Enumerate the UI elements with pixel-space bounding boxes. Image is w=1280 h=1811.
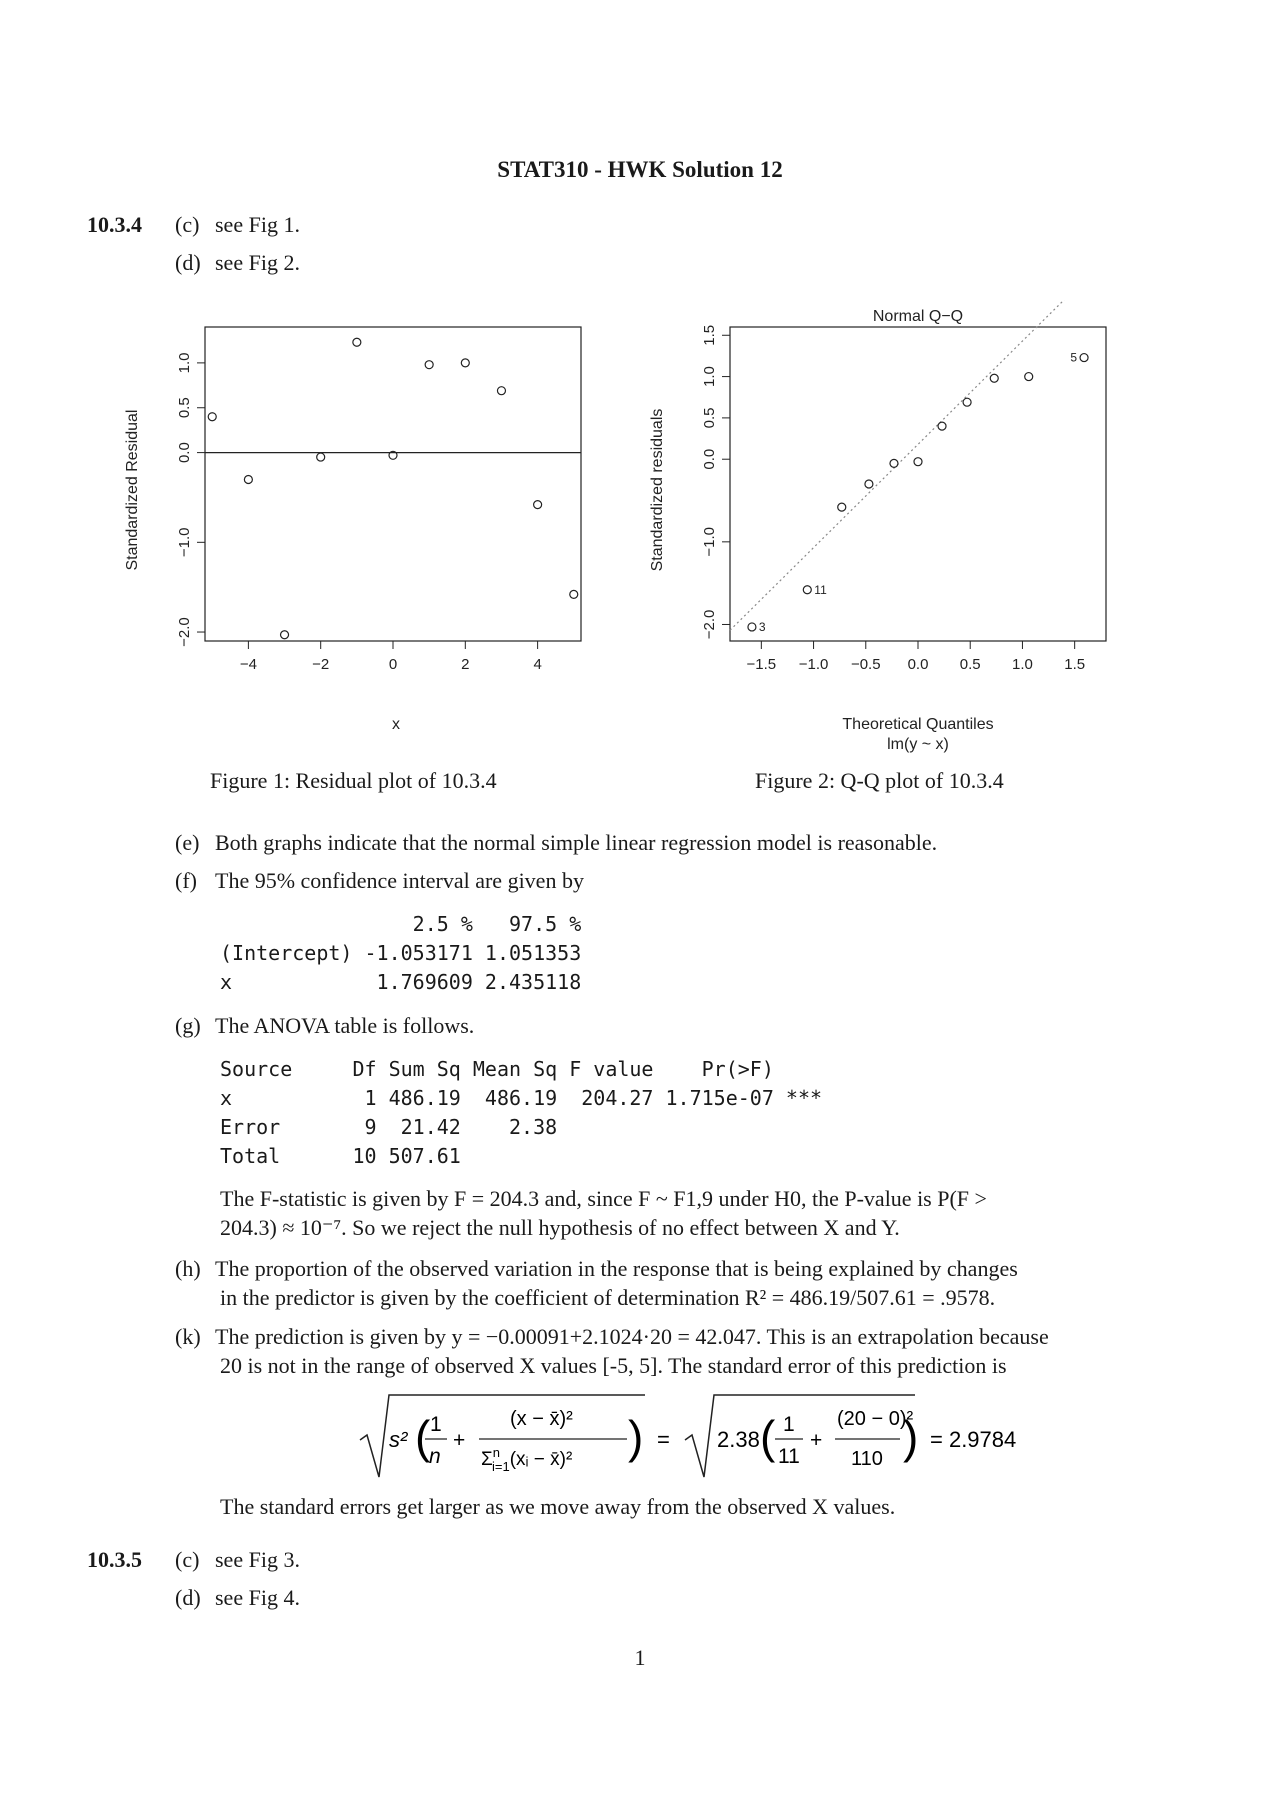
item-text: see Fig 1. xyxy=(215,212,300,237)
data-point xyxy=(803,586,811,594)
item-d-10-3-5 xyxy=(175,1585,300,1611)
ci-row: x 1.769609 2.435118 xyxy=(220,970,582,994)
fig2-xlabel: Theoretical Quantiles xyxy=(842,716,994,733)
item-label: (c) xyxy=(175,1547,200,1572)
x-tick-label: 0 xyxy=(388,656,398,673)
x-tick-label: 0.5 xyxy=(959,656,981,673)
data-point xyxy=(938,422,946,430)
sum-xi: $\Sigma^n$ i=1(xᵢ − x̄)² xyxy=(481,1445,573,1474)
item-label: (e) xyxy=(175,830,200,855)
item-e xyxy=(175,830,937,856)
x-tick-label: −0.5 xyxy=(850,656,881,673)
x-tick-label: 0.0 xyxy=(907,656,929,673)
plus: + xyxy=(810,1429,823,1452)
item-g xyxy=(175,1013,474,1039)
item-text-cont: 20 is not in the range of observed X values [-5, 5]. The standard error of this prediction is xyxy=(220,1353,1007,1378)
data-point xyxy=(461,359,469,367)
s2-value: 2.38 xyxy=(717,1427,760,1452)
anova-table xyxy=(220,1055,822,1171)
plot-frame xyxy=(730,327,1106,641)
data-point xyxy=(570,590,578,598)
data-point xyxy=(425,361,433,369)
x-tick-label: −4 xyxy=(239,656,257,673)
anova-header: Source Df Sum Sq Mean Sq F value Pr(>F) xyxy=(220,1057,774,1081)
item-text: The prediction is given by y = −0.00091+2.1024·20 = 42.047. This is an extrapolation because xyxy=(215,1324,1049,1349)
item-text-cont: in the predictor is given by the coefficient of determination R² = 486.19/507.61 = .9578. xyxy=(220,1285,996,1310)
figure-2-caption: Figure 2: Q-Q plot of 10.3.4 xyxy=(755,768,1004,793)
item-text: The proportion of the observed variation in the response that is being explained by changes xyxy=(215,1256,1018,1281)
paren-right: ) xyxy=(903,1411,919,1463)
closing-note: The standard errors get larger as we move away from the observed X values. xyxy=(220,1494,896,1519)
ci-row: (Intercept) -1.053171 1.051353 xyxy=(220,941,582,965)
paren-right: ) xyxy=(628,1411,644,1463)
y-tick-label: −2.0 xyxy=(701,609,718,640)
y-tick-label: 1.5 xyxy=(701,324,718,346)
item-c-10-3-5 xyxy=(175,1547,300,1573)
fig2-subtitle: lm(y ~ x) xyxy=(887,736,949,753)
fig1-xlabel: x xyxy=(392,716,400,733)
fig2-title: Normal Q−Q xyxy=(872,308,964,325)
y-tick-label: −1.0 xyxy=(701,527,718,557)
y-tick-label: 0.5 xyxy=(176,397,193,419)
x-tick-label: 4 xyxy=(533,656,542,673)
conclusion-line: The F-statistic is given by F = 204.3 and, since F ~ F1,9 under H0, the P-value is P(F > xyxy=(220,1186,987,1211)
fig2-marks xyxy=(701,300,1106,673)
data-point xyxy=(963,398,971,406)
x-tick-label: 1.0 xyxy=(1012,656,1033,673)
item-text: Both graphs indicate that the normal simple linear regression model is reasonable. xyxy=(215,830,938,855)
data-point xyxy=(1080,354,1088,362)
item-f xyxy=(175,868,584,894)
point-label: 11 xyxy=(814,582,827,597)
x-tick-label: −2 xyxy=(312,656,330,673)
one: 1 xyxy=(430,1413,442,1436)
n-value: 11 xyxy=(778,1445,800,1468)
y-tick-label: −1.0 xyxy=(176,527,193,558)
item-label: (d) xyxy=(175,250,201,275)
anova-row: x 1 486.19 486.19 204.27 1.715e-07 *** xyxy=(220,1086,823,1110)
y-tick-label: 0.0 xyxy=(701,448,718,470)
data-point xyxy=(281,631,289,639)
item-text: see Fig 4. xyxy=(215,1585,300,1610)
x-tick-label: −1.5 xyxy=(746,656,777,673)
item-label: (h) xyxy=(175,1256,201,1281)
data-point xyxy=(748,623,756,631)
n-symbol: n xyxy=(429,1445,441,1468)
item-text: see Fig 2. xyxy=(215,250,300,275)
page-number: 1 xyxy=(634,1645,646,1670)
data-point xyxy=(534,501,542,509)
paren-left: ( xyxy=(415,1411,431,1463)
ci-header: 2.5 % 97.5 % xyxy=(220,912,582,936)
y-tick-label: 1.0 xyxy=(176,352,193,374)
s-squared: s² xyxy=(389,1427,408,1452)
data-point xyxy=(1025,373,1033,381)
item-label: (c) xyxy=(175,212,200,237)
data-point xyxy=(914,458,922,466)
conclusion-line: 204.3) ≈ 10⁻⁷. So we reject the null hypothesis of no effect between X and Y. xyxy=(220,1215,900,1240)
problem-number-10-3-4: 10.3.4 xyxy=(87,212,142,237)
page-title: STAT310 - HWK Solution 12 xyxy=(497,157,783,182)
fig2-ylabel: Standardized residuals xyxy=(649,408,666,572)
fig1-ylabel: Standardized Residual xyxy=(124,409,141,571)
y-tick-label: −2.0 xyxy=(176,617,193,647)
point-label: 5 xyxy=(1070,350,1078,365)
y-tick-label: 0.0 xyxy=(176,442,193,464)
paren-left: ( xyxy=(760,1411,776,1463)
anova-row: Error 9 21.42 2.38 xyxy=(220,1115,558,1139)
item-d-10-3-4 xyxy=(175,250,300,276)
x-tick-label: 1.5 xyxy=(1064,656,1086,673)
y-tick-label: 0.5 xyxy=(701,407,718,429)
item-text: The 95% confidence interval are given by xyxy=(215,868,584,893)
data-point xyxy=(317,453,325,461)
item-label: (g) xyxy=(175,1013,201,1038)
data-point xyxy=(208,413,216,421)
figure-2-qq-plot xyxy=(640,300,1130,770)
figure-1-caption: Figure 1: Residual plot of 10.3.4 xyxy=(210,768,497,793)
equals: = xyxy=(657,1427,670,1452)
data-point xyxy=(838,503,846,511)
data-point xyxy=(497,387,505,395)
standard-error-formula xyxy=(355,1385,1075,1485)
problem-number-10-3-5: 10.3.5 xyxy=(87,1547,142,1572)
item-label: (d) xyxy=(175,1585,201,1610)
plus: + xyxy=(453,1429,466,1452)
item-text: The ANOVA table is follows. xyxy=(215,1013,475,1038)
item-label: (f) xyxy=(175,868,197,893)
item-c-10-3-4 xyxy=(175,212,300,238)
data-point xyxy=(353,338,361,346)
y-tick-label: 1.0 xyxy=(701,366,718,388)
figure-1-residual-plot xyxy=(115,300,615,740)
numerator-value: (20 − 0)² xyxy=(837,1408,914,1430)
item-text: see Fig 3. xyxy=(215,1547,300,1572)
anova-row: Total 10 507.61 xyxy=(220,1144,461,1168)
x-tick-label: −1.0 xyxy=(798,656,829,673)
point-label: 3 xyxy=(758,619,766,634)
anova-conclusion xyxy=(220,1184,1170,1242)
x-tick-label: 2 xyxy=(461,656,470,673)
data-point xyxy=(244,476,252,484)
one: 1 xyxy=(783,1413,795,1436)
sxx-value: 110 xyxy=(851,1448,883,1470)
x-minus-xbar-sq: (x − x̄)² xyxy=(510,1408,573,1430)
item-k xyxy=(175,1322,1175,1380)
data-point xyxy=(990,374,998,382)
data-point xyxy=(890,459,898,467)
ci-table xyxy=(220,910,581,997)
data-point xyxy=(865,480,873,488)
plot-frame xyxy=(205,327,581,641)
fig1-marks xyxy=(176,338,581,673)
item-label: (k) xyxy=(175,1324,201,1349)
formula-result: = 2.9784 xyxy=(930,1427,1017,1452)
item-h xyxy=(175,1254,1175,1312)
